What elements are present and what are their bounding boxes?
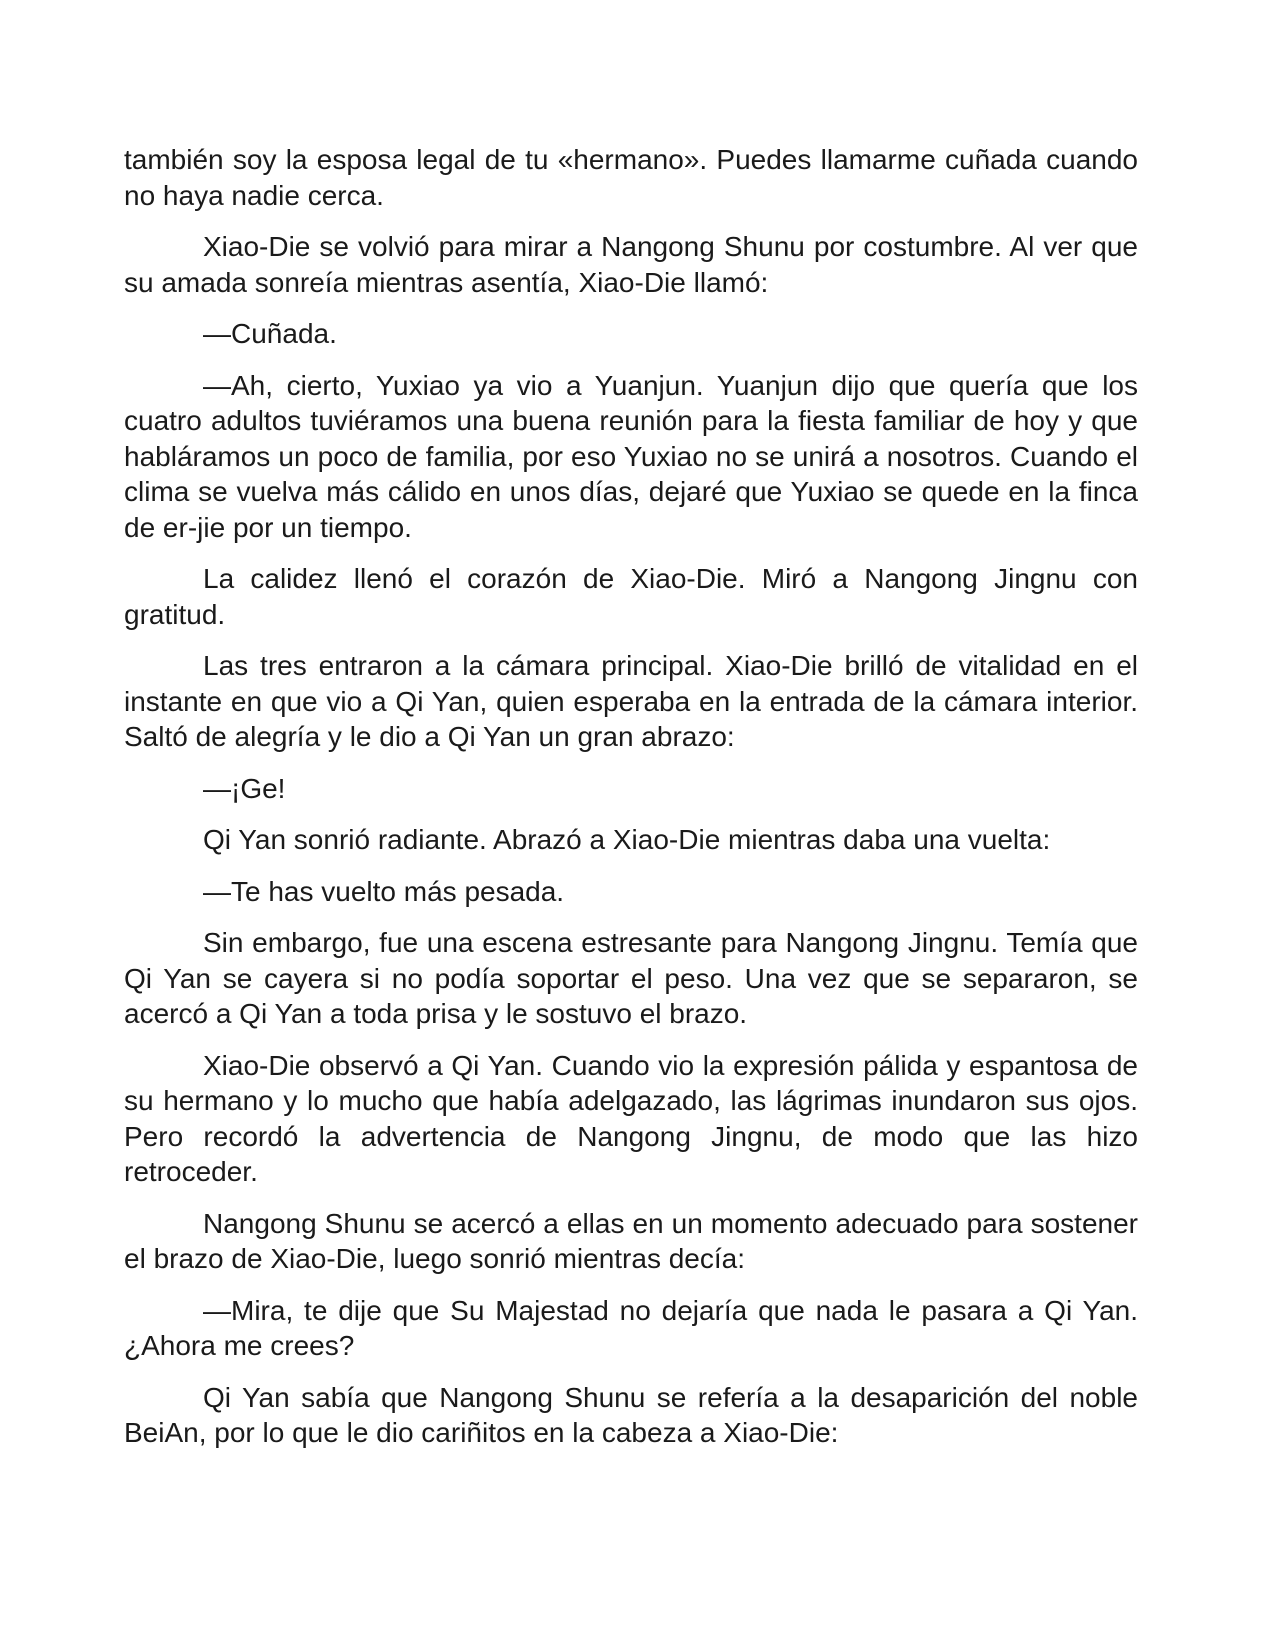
paragraph-9: —Te has vuelto más pesada. [203,875,565,907]
paragraph-8: Qi Yan sonrió radiante. Abrazó a Xiao-Die mientras daba una vuelta: [203,824,1051,855]
paragraph-10: Sin embargo, fue una escena estresante para Nangong Jingnu. Temía que Qi Yan se cayera si no podía soportar el peso. Una vez que se separaron, se acercó a Qi Yan a toda prisa y le sostuvo el brazo. [124,927,1138,1029]
paragraph-3: —Cuñada. [203,318,337,349]
paragraph-11: Xiao-Die observó a Qi Yan. Cuando vio la expresión pálida y espantosa de su hermano y lo mucho que había adelgazado, las lágrimas inundaron sus ojos. Pero recordó la advertencia de Nangong Jingnu, de modo que las hizo retroceder. [124,1049,1138,1187]
paragraph-6: Las tres entraron a la cámara principal. Xiao-Die brilló de vitalidad en el instante en que vio a Qi Yan, quien esperaba en la entrada de la cámara interior. Saltó de alegría y le dio a Qi Yan un gran abrazo: [124,650,1138,752]
document-page [124,142,1138,1467]
paragraph-5: La calidez llenó el corazón de Xiao-Die. Miró a Nangong Jingnu con gratitud. [124,563,1138,630]
paragraph-12: Nangong Shunu se acercó a ellas en un momento adecuado para sostener el brazo de Xiao-Die, luego sonrió mientras decía: [124,1207,1138,1274]
paragraph-2: Xiao-Die se volvió para mirar a Nangong Shunu por costumbre. Al ver que su amada sonreía mientras asentía, Xiao-Die llamó: [124,231,1138,298]
paragraph-7: —¡Ge! [203,772,286,804]
paragraph-13: —Mira, te dije que Su Majestad no dejaría que nada le pasara a Qi Yan. ¿Ahora me crees? [124,1294,1138,1361]
paragraph-14: Qi Yan sabía que Nangong Shunu se refería a la desaparición del noble BeiAn, por lo que le dio cariñitos en la cabeza a Xiao-Die: [124,1381,1138,1448]
paragraph-4: —Ah, cierto, Yuxiao ya vio a Yuanjun. Yuanjun dijo que quería que los cuatro adultos tuviéramos una buena reunión para la fiesta familiar de hoy y que habláramos un poco de familia, por eso Yuxiao no se unirá a nosotros. Cuando el clima se vuelva más cálido en unos días, dejaré que Yuxiao se quede en la finca de er-jie por un tiempo. [124,369,1138,543]
paragraph-1: también soy la esposa legal de tu «hermano». Puedes llamarme cuñada cuando no haya nadie cerca. [124,144,1138,211]
